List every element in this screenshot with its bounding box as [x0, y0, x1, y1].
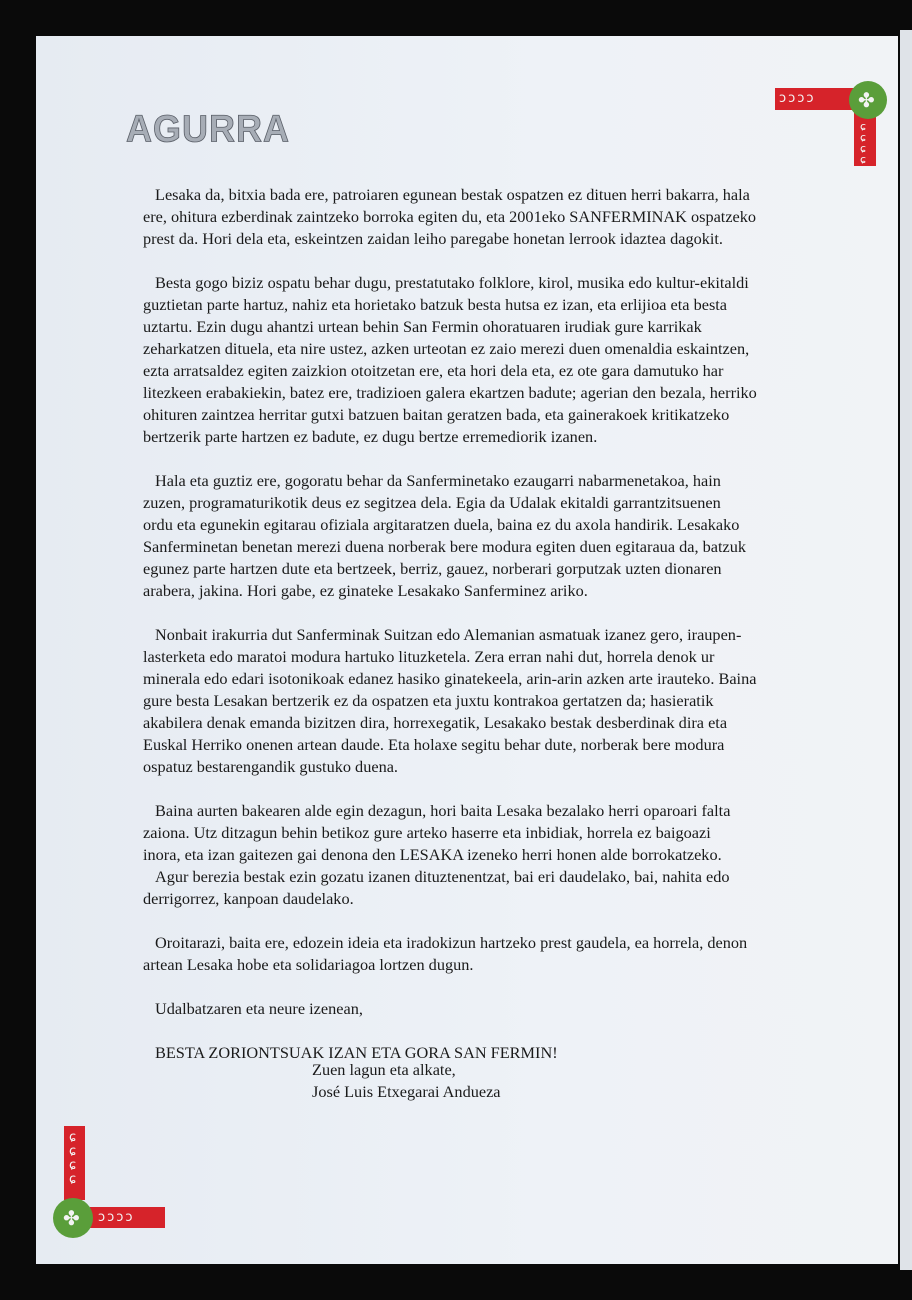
text-line: ospatuz bestarengandik gustuko duena.	[143, 757, 399, 776]
text-line: akabilera denak emanda bizitzen dira, horrexegatik, Lesakako bestak desberdinak dira eta	[143, 713, 728, 732]
text-line: ere, ohitura ezberdinak zaintzeko borroka egiten du, eta 2001eko SANFERMINAK ospatzeko	[143, 207, 757, 226]
text-line: gure besta Lesakan bertzerik ez da ospatzen eta juxtu kontrakoa gertatzen da; hasieratik	[143, 691, 714, 710]
ornament-band: ɕ ɕ ɕ ɕ	[64, 1126, 85, 1200]
text-line: ordu eta egunekin egitarau ofiziala argitaratzen duela, baina ez du axola handirik. Lesakako	[143, 515, 740, 534]
text-line: egunez parte hartzen dute eta bertzeek, berriz, gauez, norberari gorputzak uzten dionaren	[143, 559, 722, 578]
text-line: prest da. Hori dela eta, eskeintzen zaidan leiho paregabe honetan lerrook idaztea dagokit.	[143, 229, 723, 248]
paragraph	[143, 272, 853, 448]
ornament-band: ↄↄↄↄ	[90, 1207, 165, 1228]
paragraph	[143, 932, 853, 976]
text-line: ezta arratsaldez egiten zaizkion otoitzetan ere, eta hori dela eta, ez ote gara damutuko har	[143, 361, 724, 380]
text-line: Nonbait irakurria dut Sanferminak Suitzan edo Alemanian asmatuak izanez gero, iraupen-	[155, 625, 742, 644]
ornament-band: ɕ ɕ ɕ ɕ	[854, 108, 876, 166]
text-line: derrigorrez, kanpoan daudelako.	[143, 889, 354, 908]
closing-line: Udalbatzaren eta neure izenean,	[155, 999, 363, 1018]
letter-body	[143, 184, 853, 1086]
paragraph	[143, 800, 853, 866]
text-line: arabera, jakina. Hori gabe, ez ginateke Lesakako Sanferminez ariko.	[143, 581, 588, 600]
text-line: Euskal Herriko onenen artean daude. Eta holaxe segitu behar dute, norberak bere modura	[143, 735, 725, 754]
text-line: zuzen, programaturikotik deus ez segitzea dela. Egia da Udalak ekitaldi garrantzitsuenen	[143, 493, 721, 512]
text-line: zeharkatzen dituela, eta nire ustez, azken urteotan ez zaio merezi duen omenaldia eskaintzen,	[143, 339, 750, 358]
text-line: Oroitarazi, baita ere, edozein ideia eta iradokizun hartzeko prest gaudela, ea horrela, denon	[155, 933, 748, 952]
text-line: zaiona. Utz ditzagun behin betikoz gure arteko haserre eta inbidiak, horrela ez baigoazi	[143, 823, 711, 842]
paragraph	[143, 184, 853, 250]
page-title: AGURRA	[126, 106, 290, 150]
signature-name: José Luis Etxegarai Andueza	[312, 1082, 501, 1101]
text-line: bertzerik parte hartzen ez badute, ez dugu bertze erremediorik izanen.	[143, 427, 598, 446]
paragraph	[143, 470, 853, 602]
ornament-band: ↄↄↄↄ	[775, 88, 861, 110]
text-line: ohituren zaintzea herritar gutxi batzuen baitan geratzen bada, eta gainerakoek kritikatzeko	[143, 405, 730, 424]
paragraph	[143, 624, 853, 778]
text-line: Lesaka da, bitxia bada ere, patroiaren egunean bestak ospatzen ez dituen herri bakarra, hala	[155, 185, 750, 204]
lauburu-icon: ✤	[849, 81, 887, 119]
text-line: minerala edo edari isotonikoak edanez hasiko ginatekeela, arin-arin azken arte irauteko. Baina	[143, 669, 757, 688]
paragraph	[143, 866, 853, 910]
text-line: uztartu. Ezin dugu ahantzi urtean behin San Fermin ohoratuaren irudiak gure karrikak	[143, 317, 702, 336]
text-line: Baina aurten bakearen alde egin dezagun, hori baita Lesaka bezalako herri oparoari falta	[155, 801, 731, 820]
signature-block	[312, 1059, 501, 1103]
text-line: Besta gogo biziz ospatu behar dugu, prestatutako folklore, kirol, musika edo kultur-ekitaldi	[155, 273, 749, 292]
text-line: inora, eta izan gaitezen gai denona den LESAKA izeneko herri honen alde borrokatzeko.	[143, 845, 722, 864]
text-line: guztietan parte hartuz, nahiz eta horietako batzuk besta hutsa ez izan, eta erlijioa eta besta	[143, 295, 728, 314]
text-line: Agur berezia bestak ezin gozatu izanen dituztenentzat, bai eri daudelako, bai, nahita edo	[155, 867, 730, 886]
text-line: litezkeen erabakiekin, batez ere, tradizioen galera ekartzen badute; agerian den bezala, herriko	[143, 383, 757, 402]
next-page-edge	[900, 30, 912, 1270]
text-line: lasterketa edo maratoi modura hartuko lituzketela. Zera erran nahi dut, horrela denok ur	[143, 647, 715, 666]
lauburu-icon: ✤	[53, 1198, 93, 1238]
text-line: Hala eta guztiz ere, gogoratu behar da Sanferminetako ezaugarri nabarmenetakoa, hain	[155, 471, 721, 490]
text-line: artean Lesaka hobe eta solidariagoa lortzen dugun.	[143, 955, 474, 974]
exclamation-line: BESTA ZORIONTSUAK IZAN ETA GORA SAN FERMIN!	[155, 1043, 558, 1062]
text-line: Sanferminetan benetan merezi duena norberak bere modura egiten duen egitaraua da, batzuk	[143, 537, 747, 556]
signature-greeting: Zuen lagun eta alkate,	[312, 1060, 456, 1079]
